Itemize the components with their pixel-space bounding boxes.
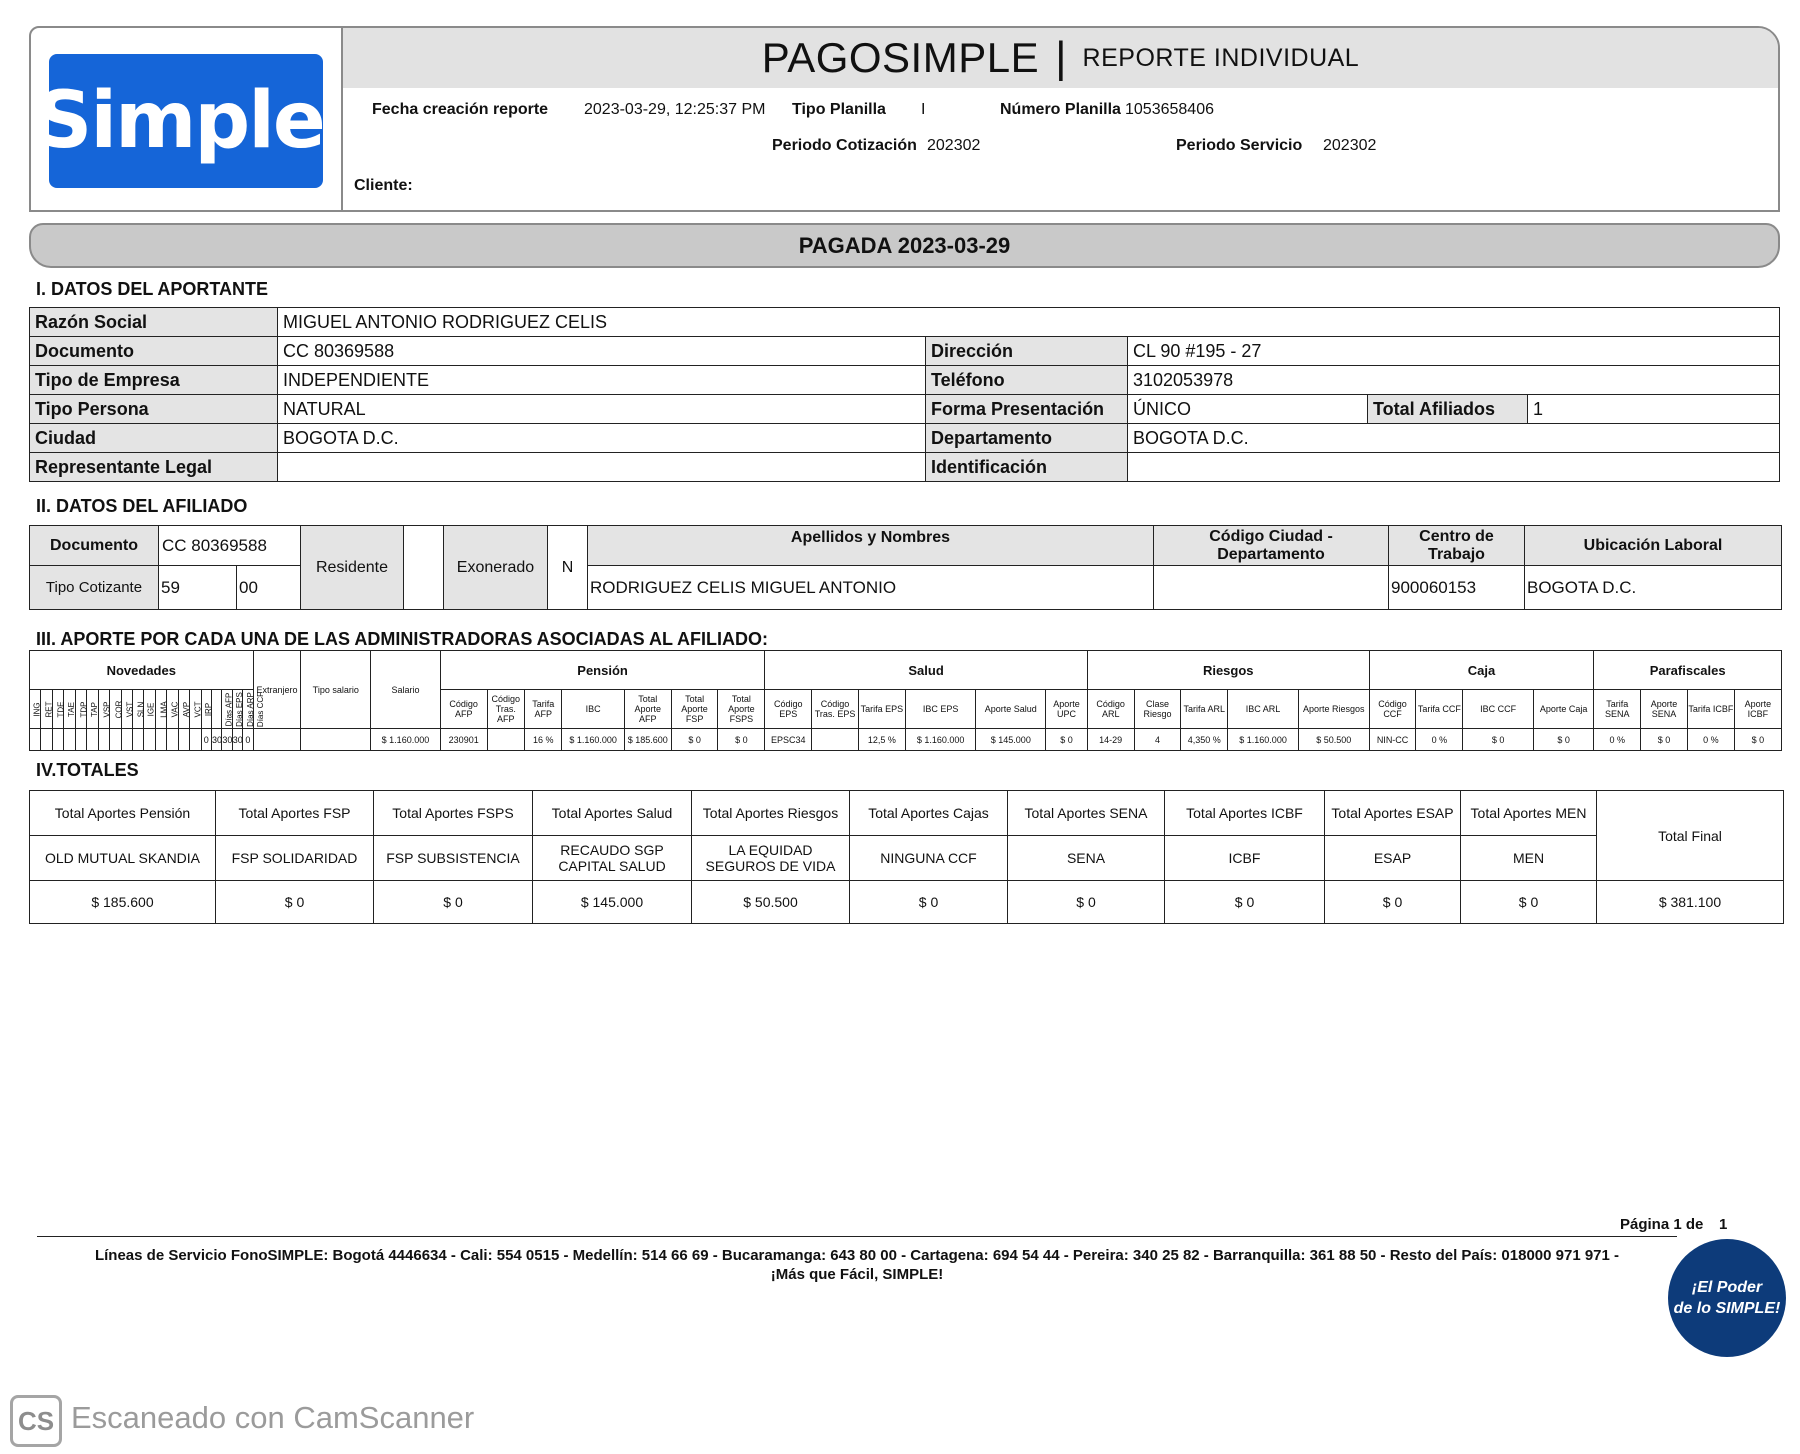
numero-planilla-value: 1053658406 bbox=[1125, 101, 1214, 118]
novedad-header bbox=[75, 690, 89, 729]
novedad-header bbox=[178, 690, 189, 729]
novedad-header-label: VCT bbox=[193, 701, 203, 718]
novedad-header-label: VAC bbox=[170, 701, 180, 718]
novedad-value bbox=[87, 729, 98, 751]
page-total: 1 bbox=[1719, 1216, 1728, 1233]
totales-entity: LA EQUIDAD SEGUROS DE VIDA bbox=[692, 836, 850, 881]
novedad-header-label: Días ARP bbox=[245, 692, 255, 727]
representante-label: Representante Legal bbox=[30, 453, 278, 482]
parafiscales-col-header: Tarifa ICBF bbox=[1687, 690, 1734, 729]
parafiscales-value: 0 % bbox=[1594, 729, 1641, 751]
novedad-header bbox=[190, 690, 201, 729]
riesgos-value: 4 bbox=[1134, 729, 1181, 751]
title-separator: | bbox=[1055, 33, 1067, 82]
novedad-value bbox=[64, 729, 75, 751]
aportante-table bbox=[29, 307, 1780, 482]
pension-col-header: IBC bbox=[562, 690, 624, 729]
group-salud: Salud bbox=[765, 651, 1087, 690]
riesgos-value: $ 1.160.000 bbox=[1228, 729, 1299, 751]
table-row bbox=[30, 366, 1780, 395]
novedad-value bbox=[121, 729, 132, 751]
pension-value: $ 1.160.000 bbox=[562, 729, 624, 751]
logo-registered-mark: ® bbox=[325, 114, 336, 128]
periodo-cotizacion-value: 202302 bbox=[927, 137, 981, 154]
pension-col-header: Código AFP bbox=[440, 690, 487, 729]
riesgos-col-header: Aporte Riesgos bbox=[1298, 690, 1369, 729]
title-sub: REPORTE INDIVIDUAL bbox=[1082, 43, 1360, 72]
novedad-header-label: ING bbox=[32, 702, 42, 717]
pension-value: $ 0 bbox=[718, 729, 765, 751]
novedad-header bbox=[64, 690, 75, 729]
residente-label: Residente bbox=[301, 526, 404, 610]
totales-header: Total Aportes Pensión bbox=[30, 791, 216, 836]
table-row bbox=[30, 836, 1784, 881]
pension-col-header: Total Aporte FSP bbox=[671, 690, 718, 729]
novedad-header-label: RET bbox=[44, 701, 54, 718]
novedad-header-label: Días CCF bbox=[256, 691, 266, 728]
novedad-header-label: TAE bbox=[67, 702, 77, 717]
novedad-header bbox=[41, 690, 52, 729]
table-row bbox=[30, 729, 1782, 751]
salud-col-header: Aporte Salud bbox=[976, 690, 1046, 729]
title-main: PAGOSIMPLE bbox=[761, 34, 1040, 81]
camscanner-icon bbox=[10, 1395, 62, 1447]
cs-icon-text: CS bbox=[17, 1405, 55, 1436]
totales-value: $ 50.500 bbox=[692, 881, 850, 924]
departamento-label: Departamento bbox=[926, 424, 1128, 453]
salud-value: $ 0 bbox=[1046, 729, 1088, 751]
exonerado-label: Exonerado bbox=[444, 526, 548, 610]
novedad-header-label: TAP bbox=[90, 702, 100, 717]
ubicacion-laboral-label: Ubicación Laboral bbox=[1525, 526, 1782, 566]
parafiscales-value: $ 0 bbox=[1734, 729, 1781, 751]
identificacion-value bbox=[1128, 453, 1780, 482]
parafiscales-value: 0 % bbox=[1687, 729, 1734, 751]
novedad-header-label: VSP bbox=[102, 701, 112, 718]
totales-value: $ 0 bbox=[1325, 881, 1461, 924]
novedad-value: 30 bbox=[211, 729, 221, 751]
totales-header: Total Aportes Salud bbox=[533, 791, 692, 836]
cliente-label: Cliente: bbox=[354, 177, 413, 194]
camscanner-watermark: Escaneado con CamScanner bbox=[71, 1400, 475, 1435]
totales-header: Total Aportes ICBF bbox=[1165, 791, 1325, 836]
exonerado-value: N bbox=[548, 526, 588, 610]
parafiscales-value: $ 0 bbox=[1641, 729, 1688, 751]
totales-value: $ 185.600 bbox=[30, 881, 216, 924]
tipo-persona-value: NATURAL bbox=[278, 395, 926, 424]
pension-value: 230901 bbox=[440, 729, 487, 751]
novedad-value bbox=[98, 729, 109, 751]
novedad-value bbox=[167, 729, 178, 751]
totales-entity: FSP SOLIDARIDAD bbox=[216, 836, 374, 881]
novedad-value bbox=[190, 729, 201, 751]
riesgos-col-header: IBC ARL bbox=[1228, 690, 1299, 729]
pension-col-header: Tarifa AFP bbox=[525, 690, 562, 729]
novedad-value bbox=[155, 729, 166, 751]
salud-col-header: Tarifa EPS bbox=[858, 690, 905, 729]
payment-status: PAGADA 2023-03-29 bbox=[798, 232, 1011, 258]
tipo-empresa-label: Tipo de Empresa bbox=[30, 366, 278, 395]
ubicacion-laboral-value: BOGOTA D.C. bbox=[1525, 566, 1782, 610]
totales-entity: NINGUNA CCF bbox=[850, 836, 1008, 881]
group-parafiscales: Parafiscales bbox=[1594, 651, 1782, 690]
totales-entity: MEN bbox=[1461, 836, 1597, 881]
novedad-header bbox=[144, 690, 155, 729]
novedad-header-label: SLN bbox=[136, 701, 146, 718]
extranjero-value bbox=[253, 729, 301, 751]
residente-value bbox=[404, 526, 444, 610]
identificacion-label: Identificación bbox=[926, 453, 1128, 482]
table-row bbox=[30, 308, 1780, 337]
section-afiliado-title: II. DATOS DEL AFILIADO bbox=[36, 496, 248, 516]
tipo-cotizante-label: Tipo Cotizante bbox=[30, 566, 159, 610]
pension-col-header: Total Aporte FSPS bbox=[718, 690, 765, 729]
caja-col-header: Tarifa CCF bbox=[1416, 690, 1463, 729]
slogan: ¡Más que Fácil, SIMPLE! bbox=[770, 1266, 944, 1283]
poder-simple-badge bbox=[1668, 1239, 1786, 1357]
novedad-header-label: TDP bbox=[79, 701, 89, 718]
tipo-cotizante-value: 59 bbox=[159, 566, 237, 610]
riesgos-value: 14-29 bbox=[1087, 729, 1134, 751]
table-row bbox=[30, 881, 1784, 924]
simple-logo bbox=[36, 54, 336, 188]
group-salario: Salario bbox=[371, 651, 441, 729]
salud-value bbox=[812, 729, 859, 751]
ciudad-label: Ciudad bbox=[30, 424, 278, 453]
tipo-empresa-value: INDEPENDIENTE bbox=[278, 366, 926, 395]
novedad-value bbox=[132, 729, 143, 751]
table-row bbox=[30, 395, 1780, 424]
novedad-value: 0 bbox=[243, 729, 253, 751]
parafiscales-col-header: Tarifa SENA bbox=[1594, 690, 1641, 729]
total-afiliados-value: 1 bbox=[1528, 395, 1780, 424]
novedad-header bbox=[30, 690, 41, 729]
departamento-value: BOGOTA D.C. bbox=[1128, 424, 1780, 453]
total-final-label: Total Final bbox=[1597, 791, 1784, 881]
novedad-value bbox=[30, 729, 41, 751]
novedad-header bbox=[52, 690, 66, 729]
riesgos-col-header: Código ARL bbox=[1087, 690, 1134, 729]
totales-entity: FSP SUBSISTENCIA bbox=[374, 836, 533, 881]
novedad-header-label: COR bbox=[114, 700, 124, 719]
novedad-header-label: LMA bbox=[159, 701, 169, 718]
subtipo-value: 00 bbox=[237, 566, 301, 610]
riesgos-col-header: Clase Riesgo bbox=[1134, 690, 1181, 729]
novedad-value bbox=[75, 729, 86, 751]
group-extranjero: Extranjero bbox=[253, 651, 301, 729]
telefono-label: Teléfono bbox=[926, 366, 1128, 395]
tipo-planilla-value: I bbox=[921, 101, 926, 118]
service-lines: Líneas de Servicio FonoSIMPLE: Bogotá 4446634 - Cali: 554 0515 - Medellín: 514 66 69 - Bucaramanga: 643 80 00 - Cartagena: 694 54 44 - Pereira: 340 25 82 - Barranquilla: 361 88 50 - Resto del País: 018000 971 971 - bbox=[94, 1247, 1620, 1264]
totales-value: $ 0 bbox=[216, 881, 374, 924]
footer-divider bbox=[37, 1236, 1677, 1237]
telefono-value: 3102053978 bbox=[1128, 366, 1780, 395]
table-row bbox=[30, 526, 1782, 566]
group-riesgos: Riesgos bbox=[1087, 651, 1369, 690]
forma-presentacion-label: Forma Presentación bbox=[926, 395, 1128, 424]
section-aportante-title: I. DATOS DEL APORTANTE bbox=[36, 279, 269, 299]
novedad-header bbox=[201, 690, 211, 729]
apellidos-value: RODRIGUEZ CELIS MIGUEL ANTONIO bbox=[588, 566, 1154, 610]
salud-col-header: Código Tras. EPS bbox=[812, 690, 859, 729]
pension-value: 16 % bbox=[525, 729, 562, 751]
totales-value: $ 145.000 bbox=[533, 881, 692, 924]
salud-value: EPSC34 bbox=[765, 729, 812, 751]
table-row bbox=[30, 453, 1780, 482]
salario-value: $ 1.160.000 bbox=[371, 729, 441, 751]
centro-trabajo-value: 900060153 bbox=[1389, 566, 1525, 610]
totales-header: Total Aportes FSP bbox=[216, 791, 374, 836]
caja-col-header: IBC CCF bbox=[1463, 690, 1534, 729]
caja-value: 0 % bbox=[1416, 729, 1463, 751]
salud-value: $ 1.160.000 bbox=[905, 729, 976, 751]
caja-col-header: Aporte Caja bbox=[1534, 690, 1594, 729]
table-row bbox=[30, 791, 1784, 836]
logo-text: Simple bbox=[36, 76, 324, 166]
pension-col-header: Total Aporte AFP bbox=[624, 690, 671, 729]
totales-header: Total Aportes SENA bbox=[1008, 791, 1165, 836]
novedad-value bbox=[110, 729, 121, 751]
razon-social-label: Razón Social bbox=[30, 308, 278, 337]
caja-value: $ 0 bbox=[1463, 729, 1534, 751]
codigo-ciudad-label: Código Ciudad - Departamento bbox=[1154, 526, 1389, 566]
pension-value: $ 185.600 bbox=[624, 729, 671, 751]
caja-col-header: Código CCF bbox=[1369, 690, 1416, 729]
totales-entity: ICBF bbox=[1165, 836, 1325, 881]
total-final-value: $ 381.100 bbox=[1597, 881, 1784, 924]
totales-entity: ESAP bbox=[1325, 836, 1461, 881]
novedad-value: 30 bbox=[222, 729, 232, 751]
periodo-servicio-label: Periodo Servicio bbox=[1176, 137, 1303, 154]
novedad-value bbox=[144, 729, 155, 751]
periodo-servicio-value: 202302 bbox=[1323, 137, 1377, 154]
riesgos-value: 4,350 % bbox=[1181, 729, 1228, 751]
totales-header: Total Aportes Cajas bbox=[850, 791, 1008, 836]
section-aportes-title: III. APORTE POR CADA UNA DE LAS ADMINISTRADORAS ASOCIADAS AL AFILIADO: bbox=[36, 629, 769, 649]
novedad-header-label: AVP bbox=[181, 701, 191, 718]
table-row bbox=[30, 651, 1782, 690]
parafiscales-col-header: Aporte ICBF bbox=[1734, 690, 1781, 729]
salud-value: 12,5 % bbox=[858, 729, 905, 751]
novedad-header-label: VST bbox=[124, 701, 134, 718]
direccion-label: Dirección bbox=[926, 337, 1128, 366]
riesgos-value: $ 50.500 bbox=[1298, 729, 1369, 751]
footer-text bbox=[37, 1246, 1677, 1284]
afiliado-documento-label: Documento bbox=[30, 526, 159, 566]
totales-header: Total Aportes FSPS bbox=[374, 791, 533, 836]
novedad-value: 30 bbox=[232, 729, 242, 751]
afiliado-documento-value: CC 80369588 bbox=[159, 526, 301, 566]
riesgos-col-header: Tarifa ARL bbox=[1181, 690, 1228, 729]
novedad-value bbox=[52, 729, 63, 751]
razon-social-value: MIGUEL ANTONIO RODRIGUEZ CELIS bbox=[278, 308, 1780, 337]
caja-value: NIN-CC bbox=[1369, 729, 1416, 751]
pension-value: $ 0 bbox=[671, 729, 718, 751]
novedad-value bbox=[41, 729, 52, 751]
aportes-table bbox=[29, 650, 1782, 751]
totales-header: Total Aportes ESAP bbox=[1325, 791, 1461, 836]
totales-entity: RECAUDO SGP CAPITAL SALUD bbox=[533, 836, 692, 881]
parafiscales-col-header: Aporte SENA bbox=[1641, 690, 1688, 729]
tipo-planilla-label: Tipo Planilla bbox=[792, 101, 886, 118]
total-afiliados-label: Total Afiliados bbox=[1368, 395, 1528, 424]
novedad-header bbox=[155, 690, 169, 729]
report-title bbox=[343, 30, 1778, 86]
salud-col-header: Código EPS bbox=[765, 690, 812, 729]
fecha-value: 2023-03-29, 12:25:37 PM bbox=[584, 101, 766, 118]
page-label: Página 1 de bbox=[1620, 1216, 1704, 1233]
documento-value: CC 80369588 bbox=[278, 337, 926, 366]
afiliado-table bbox=[29, 525, 1782, 610]
representante-value bbox=[278, 453, 926, 482]
totales-value: $ 0 bbox=[850, 881, 1008, 924]
novedad-header bbox=[98, 690, 112, 729]
section-totales-title: IV.TOTALES bbox=[36, 760, 139, 780]
pension-value bbox=[487, 729, 524, 751]
ciudad-value: BOGOTA D.C. bbox=[278, 424, 926, 453]
centro-trabajo-label: Centro de Trabajo bbox=[1389, 526, 1525, 566]
apellidos-label: Apellidos y Nombres bbox=[588, 526, 1154, 566]
salud-col-header: Aporte UPC bbox=[1046, 690, 1088, 729]
totales-header: Total Aportes Riesgos bbox=[692, 791, 850, 836]
fecha-label: Fecha creación reporte bbox=[372, 101, 549, 118]
totales-entity: SENA bbox=[1008, 836, 1165, 881]
salud-col-header: IBC EPS bbox=[905, 690, 976, 729]
totales-header: Total Aportes MEN bbox=[1461, 791, 1597, 836]
novedad-header-label: IGE bbox=[146, 702, 156, 717]
group-pension: Pensión bbox=[440, 651, 765, 690]
periodo-cotizacion-label: Periodo Cotización bbox=[772, 137, 917, 154]
group-tipo-salario: Tipo salario bbox=[301, 651, 371, 729]
totales-value: $ 0 bbox=[1461, 881, 1597, 924]
novedad-header-label: TDE bbox=[56, 701, 66, 718]
table-row bbox=[30, 566, 1782, 610]
payment-status-bar bbox=[29, 223, 1780, 268]
totales-value: $ 0 bbox=[1008, 881, 1165, 924]
table-row bbox=[30, 337, 1780, 366]
totales-value: $ 0 bbox=[374, 881, 533, 924]
novedad-header-label: IRP bbox=[203, 702, 213, 717]
novedad-value: 0 bbox=[201, 729, 211, 751]
tipo-persona-label: Tipo Persona bbox=[30, 395, 278, 424]
totales-value: $ 0 bbox=[1165, 881, 1325, 924]
totales-table bbox=[29, 790, 1784, 924]
group-caja: Caja bbox=[1369, 651, 1594, 690]
salud-value: $ 145.000 bbox=[976, 729, 1046, 751]
totales-entity: OLD MUTUAL SKANDIA bbox=[30, 836, 216, 881]
numero-planilla-label: Número Planilla bbox=[1000, 101, 1121, 118]
badge-line2: de lo SIMPLE! bbox=[1673, 1300, 1781, 1317]
table-row bbox=[30, 424, 1780, 453]
caja-value: $ 0 bbox=[1534, 729, 1594, 751]
codigo-ciudad-value bbox=[1154, 566, 1389, 610]
novedad-value bbox=[178, 729, 189, 751]
tipo-salario-value bbox=[301, 729, 371, 751]
novedad-header-label: Días EPS bbox=[235, 692, 245, 727]
novedad-header-label: Días AFP bbox=[224, 692, 234, 727]
pension-col-header: Código Tras. AFP bbox=[487, 690, 524, 729]
direccion-value: CL 90 #195 - 27 bbox=[1128, 337, 1780, 366]
badge-line1: ¡El Poder bbox=[1691, 1279, 1763, 1296]
group-novedades: Novedades bbox=[30, 651, 254, 690]
documento-label: Documento bbox=[30, 337, 278, 366]
forma-presentacion-value: ÚNICO bbox=[1128, 395, 1368, 424]
